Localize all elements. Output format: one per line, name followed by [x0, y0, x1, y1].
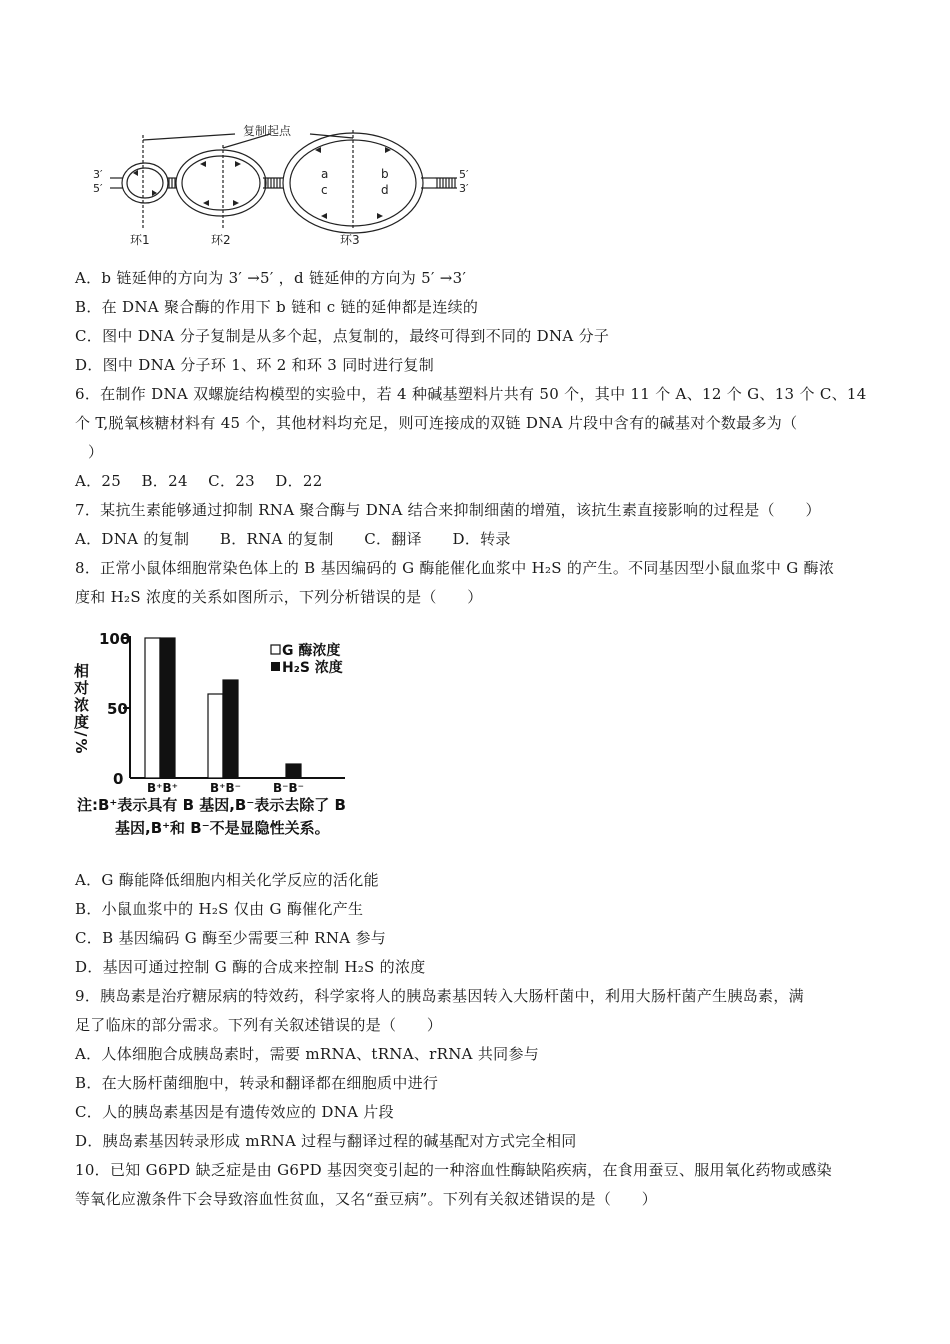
origin-label: 复制起点	[243, 124, 292, 138]
q5-option-b: B．在 DNA 聚合酶的作用下 b 链和 c 链的延伸都是连续的	[75, 298, 479, 316]
q8-option-c: C．B 基因编码 G 酶至少需要三种 RNA 参与	[75, 929, 387, 947]
bar-g-enzyme-1	[145, 638, 160, 778]
bar-h2s-3	[286, 764, 301, 778]
legend-g-enzyme: G 酶浓度	[282, 643, 341, 659]
y-axis-label: 相对浓度/%	[72, 663, 90, 756]
legend-swatch-g-enzyme	[271, 645, 280, 654]
q9-option-a: A．人体细胞合成胰岛素时，需要 mRNA、tRNA、rRNA 共同参与	[75, 1045, 540, 1063]
q6-stem-line3: ）	[88, 443, 104, 461]
bar-g-enzyme-2	[208, 694, 223, 778]
ring-label-2: 环2	[211, 233, 231, 247]
q5-option-a: A．b 链延伸的方向为 3′ →5′ ，d 链延伸的方向为 5′ →3′	[75, 269, 467, 287]
q6-options: A．25 B．24 C．23 D．22	[75, 472, 323, 490]
y-tick-100: 100	[99, 630, 131, 648]
q9-option-c: C．人的胰岛素基因是有遗传效应的 DNA 片段	[75, 1103, 394, 1121]
q5-option-c: C．图中 DNA 分子复制是从多个起，点复制的，最终可得到不同的 DNA 分子	[75, 327, 610, 345]
chart-note-line1: 注:B⁺表示具有 B 基因,B⁻表示去除了 B	[77, 796, 346, 814]
q7-stem: 7．某抗生素能够通过抑制 RNA 聚合酶与 DNA 结合来抑制细菌的增殖，该抗生素直接影响的过程是（ ）	[75, 501, 821, 519]
q6-stem-line2: 个 T,脱氧核糖材料有 45 个，其他材料均充足，则可连接成的双链 DNA 片段中含有的碱基对个数最多为（	[75, 414, 798, 432]
q9-option-b: B．在大肠杆菌细胞中，转录和翻译都在细胞质中进行	[75, 1074, 439, 1092]
legend-h2s: H₂S 浓度	[282, 660, 343, 676]
chart-note-line2: 基因,B⁺和 B⁻不是显隐性关系。	[115, 819, 330, 837]
q5-option-d: D．图中 DNA 分子环 1、环 2 和环 3 同时进行复制	[75, 356, 435, 374]
q7-options: A．DNA 的复制 B．RNA 的复制 C．翻译 D．转录	[75, 530, 511, 548]
q10-stem-line2: 等氧化应激条件下会导致溶血性贫血，又名“蚕豆病”。下列有关叙述错误的是（ ）	[75, 1190, 658, 1208]
q9-stem-line2: 足了临床的部分需求。下列有关叙述错误的是（ ）	[75, 1016, 443, 1034]
ring-label-1: 环1	[130, 233, 150, 247]
legend-swatch-h2s	[271, 662, 280, 671]
q8-stem-line1: 8．正常小鼠体细胞常染色体上的 B 基因编码的 G 酶能催化血浆中 H₂S 的产生。不同基因型小鼠血浆中 G 酶浓	[75, 559, 835, 577]
q10-stem-line1: 10．已知 G6PD 缺乏症是由 G6PD 基因突变引起的一种溶血性酶缺陷疾病，在食用蚕豆、服用氧化药物或感染	[75, 1161, 832, 1179]
y-tick-0: 0	[113, 770, 124, 788]
strand-end-3-right: 3′	[459, 182, 469, 195]
strand-end-5-right: 5′	[459, 168, 469, 181]
label-c: c	[321, 183, 328, 197]
q9-option-d: D．胰岛素基因转录形成 mRNA 过程与翻译过程的碱基配对方式完全相同	[75, 1132, 577, 1150]
label-a: a	[321, 167, 329, 181]
q8-stem-line2: 度和 H₂S 浓度的关系如图所示，下列分析错误的是（ ）	[75, 588, 483, 606]
bar-h2s-1	[160, 638, 175, 778]
q8-option-d: D．基因可通过控制 G 酶的合成来控制 H₂S 的浓度	[75, 958, 426, 976]
label-b: b	[381, 167, 389, 181]
dna-replication-figure	[85, 120, 485, 250]
ring-label-3: 环3	[340, 233, 360, 247]
category-label-2: B⁺B⁻	[210, 781, 241, 795]
strand-end-5-left: 5′	[93, 182, 103, 195]
category-label-1: B⁺B⁺	[147, 781, 178, 795]
q6-stem-line1: 6．在制作 DNA 双螺旋结构模型的实验中，若 4 种碱基塑料片共有 50 个，其中 11 个 A、12 个 G、13 个 C、14	[75, 385, 867, 403]
q8-option-b: B．小鼠血浆中的 H₂S 仅由 G 酶催化产生	[75, 900, 364, 918]
enzyme-h2s-bar-chart	[72, 618, 415, 840]
label-d: d	[381, 183, 389, 197]
strand-end-3-left: 3′	[93, 168, 103, 181]
q9-stem-line1: 9．胰岛素是治疗糖尿病的特效药，科学家将人的胰岛素基因转入大肠杆菌中，利用大肠杆菌产生胰岛素，满	[75, 987, 804, 1005]
q8-option-a: A．G 酶能降低细胞内相关化学反应的活化能	[75, 871, 379, 889]
bar-h2s-2	[223, 680, 238, 778]
category-label-3: B⁻B⁻	[273, 781, 304, 795]
y-tick-50: 50	[107, 700, 128, 718]
